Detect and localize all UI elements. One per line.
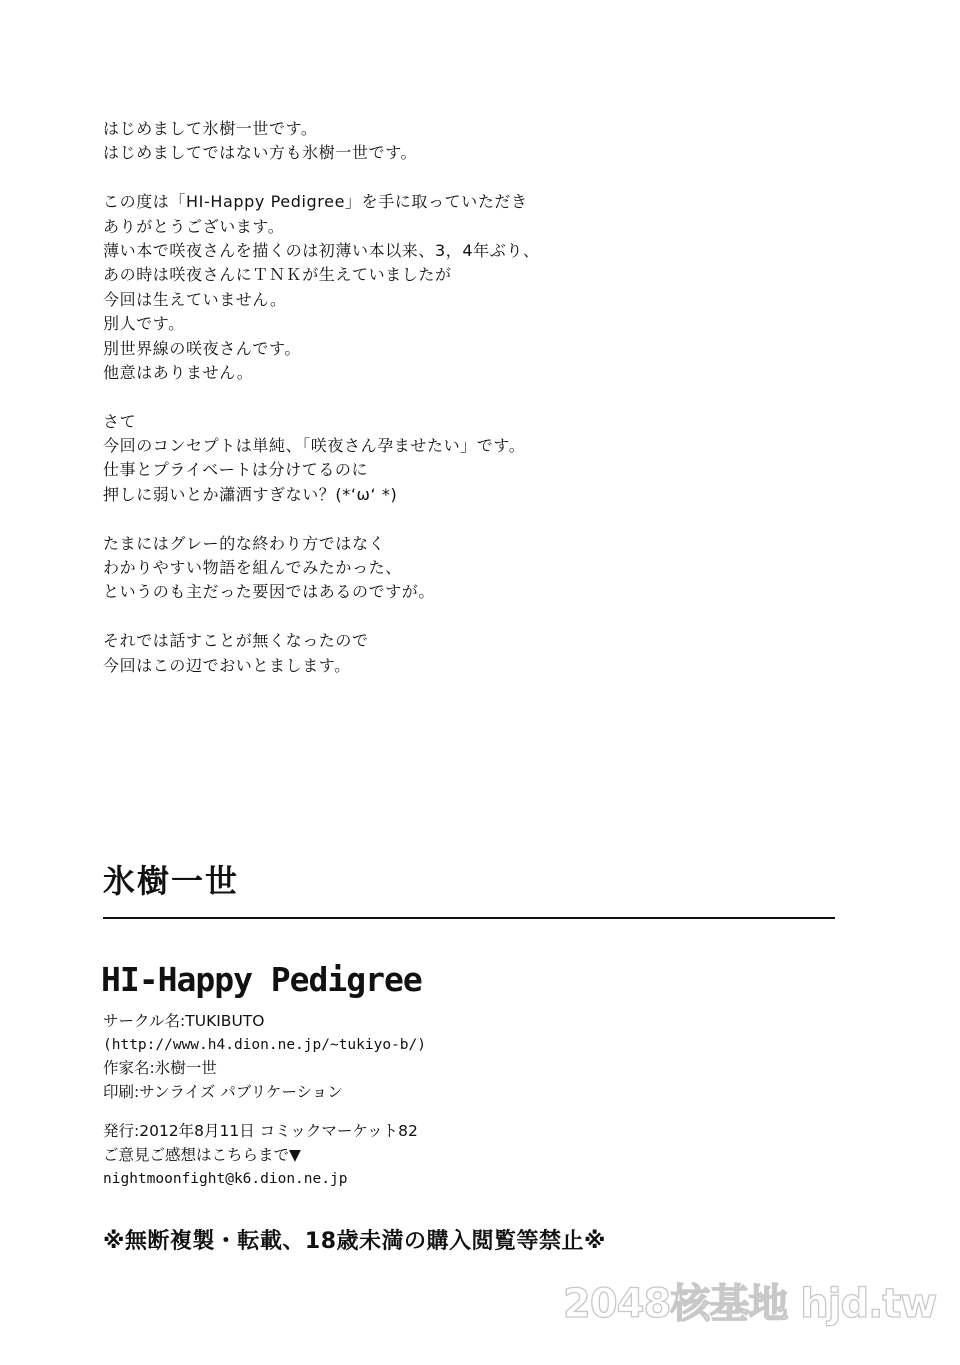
printer-name: 印刷:サンライズ パブリケーション bbox=[103, 1082, 343, 1101]
afterword-line: 薄い本で咲夜さんを描くのは初薄い本以来、3，4年ぶり、 bbox=[103, 240, 540, 260]
afterword-line: さて bbox=[103, 411, 137, 431]
afterword-line: それでは話すことが無くなったので bbox=[103, 631, 369, 651]
feedback-label: ご意見ご感想はこちらまで▼ bbox=[103, 1145, 301, 1164]
afterword-line: この度は「HI-Happy Pedigree」を手に取っていただき bbox=[103, 192, 528, 212]
afterword-line: 別人です。 bbox=[103, 314, 185, 334]
copyright-notice: ※無断複製・転載、18歳未満の購入閲覧等禁止※ bbox=[103, 1229, 606, 1254]
afterword-line: 今回は生えていません。 bbox=[103, 289, 287, 309]
afterword-line: 他意はありません。 bbox=[103, 362, 254, 382]
afterword-line: はじめまして氷樹一世です。 bbox=[103, 119, 318, 138]
afterword-text bbox=[103, 117, 863, 678]
afterword-line: 別世界線の咲夜さんです。 bbox=[103, 338, 301, 358]
afterword-line: たまにはグレー的な終わり方ではなく bbox=[103, 533, 386, 553]
contact-email: nightmoonfight@k6.dion.ne.jp bbox=[103, 1170, 348, 1187]
afterword-line: 仕事とプライベートは分けてるのに bbox=[103, 460, 369, 480]
afterword-line: わかりやすい物語を組んでみたかった、 bbox=[103, 558, 402, 578]
circle-url: (http://www.h4.dion.ne.jp/~tukiyo-b/) bbox=[103, 1036, 427, 1053]
colophon bbox=[103, 1010, 623, 1191]
watermark: 2048核基地 hjd.tw bbox=[563, 1281, 937, 1327]
afterword-line: あの時は咲夜さんにＴＮＫが生えていましたが bbox=[103, 265, 452, 285]
afterword-line: 今回のコンセプトは単純、「咲夜さん孕ませたい」です。 bbox=[103, 436, 526, 456]
afterword-line: というのも主だった要因ではあるのですが。 bbox=[103, 582, 436, 602]
author-signature: 氷樹一世 bbox=[103, 862, 240, 900]
afterword-line: 押しに弱いとか瀟洒すぎない？(*‘ω‘ *) bbox=[103, 484, 398, 504]
circle-name: サークル名:TUKIBUTO bbox=[103, 1012, 265, 1030]
afterword-line: はじめましてではない方も氷樹一世です。 bbox=[103, 143, 418, 163]
issue-date: 発行:2012年8月11日 コミックマーケット82 bbox=[103, 1122, 418, 1141]
author-name: 作家名:氷樹一世 bbox=[103, 1059, 217, 1078]
divider bbox=[103, 917, 835, 919]
afterword-line: ありがとうございます。 bbox=[103, 216, 285, 236]
book-title: HI-Happy Pedigree bbox=[101, 960, 422, 999]
afterword-line: 今回はこの辺でおいとまします。 bbox=[103, 655, 351, 675]
